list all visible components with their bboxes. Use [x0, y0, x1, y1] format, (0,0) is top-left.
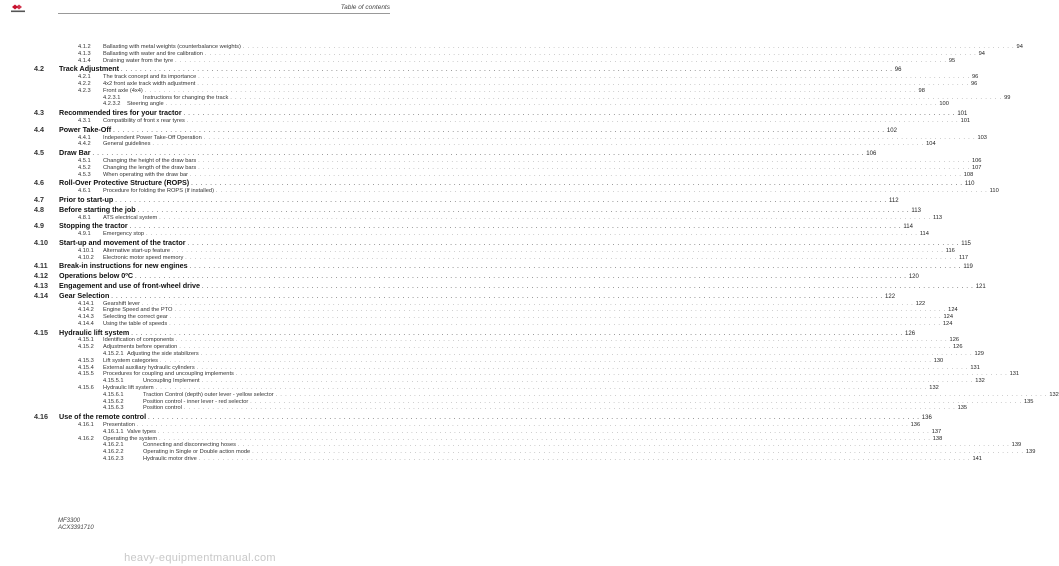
- toc-entry-page: 106: [971, 157, 982, 164]
- toc-leader-dots: [146, 231, 918, 238]
- toc-entry-number: 4.1.4: [78, 57, 91, 64]
- toc-entry-title: Break-in instructions for new engines: [59, 261, 188, 271]
- toc-subsection-entry[interactable]: [58, 231, 929, 238]
- toc-leader-dots: [197, 365, 969, 372]
- toc-entry-number: 4.6.1: [78, 188, 91, 195]
- toc-entry-title: Ballasting with water and tire calibration: [103, 50, 203, 57]
- toc-leader-dots: [158, 429, 930, 436]
- toc-entry-number: 4.14.2: [78, 307, 94, 314]
- toc-subsection-entry[interactable]: [58, 94, 1011, 102]
- toc-entry-title: 4x2 front axle track width adjustment: [103, 80, 196, 87]
- toc-leader-dots: [205, 51, 977, 58]
- toc-entry-title: Operating in Single or Double action mode: [143, 449, 251, 456]
- toc-entry-number: 4.4: [34, 124, 44, 134]
- toc-entry-number: 4.3.1: [78, 117, 91, 124]
- toc-leader-dots: [179, 344, 951, 351]
- toc-subsection-entry[interactable]: [58, 188, 999, 195]
- toc-entry-page: 95: [948, 57, 956, 64]
- toc-entry-page: 122: [885, 293, 896, 300]
- toc-subsection-entry[interactable]: [58, 337, 960, 344]
- toc-entry-page: 113: [932, 214, 943, 221]
- toc-leader-dots: [197, 81, 969, 88]
- toc-subsection-entry[interactable]: [58, 171, 974, 179]
- toc-entry-page: 129: [974, 351, 984, 358]
- toc-leader-dots: [187, 118, 959, 125]
- toc-entry-title: Recommended tires for your tractor: [59, 108, 182, 118]
- toc-entry-title: The track concept and its importance: [103, 74, 197, 81]
- toc-entry-number: 4.2.2: [78, 80, 91, 87]
- toc-leader-dots: [170, 314, 942, 321]
- toc-entry-title: Valve types: [127, 428, 156, 435]
- toc-entry-number: 4.15.6.1: [103, 391, 124, 398]
- toc-leader-dots: [160, 358, 932, 365]
- toc-section-entry[interactable]: [34, 148, 877, 158]
- toc-subsection-entry[interactable]: [58, 101, 949, 108]
- toc-entry-number: 4.5: [34, 148, 44, 158]
- toc-entry-page: 136: [921, 415, 932, 422]
- toc-entry-page: 135: [957, 405, 968, 412]
- footer-code: ACX3391710: [58, 525, 94, 531]
- toc-entry-page: 101: [957, 111, 968, 118]
- toc-entry-title: Stopping the tractor: [59, 221, 128, 231]
- toc-entry-page: 132: [975, 378, 985, 385]
- toc-entry-number: 4.9.1: [78, 231, 91, 238]
- toc-entry-title: Gearshift lever: [103, 300, 140, 307]
- toc-entry-number: 4.15.2.1: [103, 351, 124, 358]
- toc-entry-number: 4.16.1: [78, 422, 94, 429]
- toc-entry-page: 98: [918, 87, 925, 94]
- toc-subsection-entry[interactable]: [58, 214, 943, 222]
- toc-entry-title: Traction Control (depth) outer lever - yellow selector: [143, 391, 274, 398]
- toc-leader-dots: [250, 399, 1022, 406]
- toc-entry-number: 4.14.3: [78, 314, 94, 321]
- toc-entry-page: 119: [963, 264, 973, 271]
- toc-entry-title: Before starting the job: [59, 204, 136, 214]
- toc-entry-number: 4.1.3: [78, 50, 91, 57]
- toc-entry-page: 121: [975, 283, 986, 290]
- toc-leader-dots: [175, 58, 947, 65]
- toc-entry-page: 138: [932, 435, 943, 442]
- toc-entry-number: 4.5.1: [78, 157, 91, 164]
- toc-entry-title: Engagement and use of front-wheel drive: [59, 280, 200, 290]
- toc-subsection-entry[interactable]: [58, 398, 1034, 406]
- toc-leader-dots: [159, 215, 931, 222]
- toc-subsection-entry[interactable]: [58, 428, 942, 436]
- toc-entry-page: 94: [978, 50, 985, 57]
- toc-leader-dots: [137, 422, 909, 429]
- toc-entry-number: 4.14.1: [78, 300, 94, 307]
- toc-leader-dots: [145, 88, 917, 95]
- toc-section-entry[interactable]: [34, 261, 973, 271]
- toc-entry-page: 108: [963, 171, 974, 178]
- toc-section-entry[interactable]: [34, 271, 919, 281]
- toc-subsection-entry[interactable]: [58, 371, 1020, 378]
- toc-entry-page: 96: [971, 74, 979, 81]
- toc-subsection-entry[interactable]: [58, 164, 982, 172]
- toc-entry-page: 116: [945, 247, 955, 254]
- table-of-contents: [34, 44, 1059, 463]
- toc-entry-number: 4.2.3.1: [103, 94, 121, 101]
- toc-entry-title: When operating with the draw bar: [103, 171, 189, 178]
- toc-section-entry[interactable]: [34, 178, 975, 188]
- toc-subsection-entry[interactable]: [58, 307, 958, 314]
- toc-section-entry[interactable]: [34, 237, 971, 248]
- toc-entry-title: Steering angle: [127, 101, 164, 108]
- toc-entry-page: 115: [961, 240, 971, 247]
- toc-entry-number: 4.2.3: [78, 87, 91, 94]
- toc-entry-page: 110: [964, 181, 975, 188]
- toc-entry-title: Operating the system: [103, 435, 158, 442]
- toc-section-entry[interactable]: [34, 327, 916, 338]
- brand-logo-icon: [10, 4, 40, 13]
- toc-entry-page: 132: [929, 385, 939, 392]
- toc-entry-title: Instructions for changing the track: [143, 94, 229, 101]
- watermark: heavy-equipmentmanual.com: [124, 552, 276, 564]
- toc-entry-number: 4.7: [34, 194, 44, 204]
- toc-subsection-entry[interactable]: [58, 385, 939, 392]
- toc-leader-dots: [199, 456, 971, 463]
- toc-entry-page: 126: [953, 344, 963, 351]
- toc-subsection-entry[interactable]: [58, 344, 963, 351]
- toc-subsection-entry[interactable]: [58, 405, 968, 412]
- toc-entry-title: Start-up and movement of the tractor: [59, 237, 186, 247]
- toc-entry-page: 136: [910, 422, 921, 429]
- toc-entry-title: Electronic motor speed memory: [103, 254, 184, 261]
- toc-entry-number: 4.15.1: [78, 337, 94, 344]
- toc-entry-number: 4.2.3.2: [103, 101, 121, 108]
- toc-entry-page: 117: [959, 254, 969, 261]
- toc-subsection-entry[interactable]: [58, 157, 982, 165]
- toc-section-entry[interactable]: [34, 204, 921, 215]
- toc-entry-page: 137: [931, 428, 942, 435]
- toc-subsection-entry[interactable]: [58, 357, 944, 365]
- toc-entry-title: Engine Speed and the PTO: [103, 307, 173, 314]
- toc-section-entry[interactable]: [34, 64, 902, 74]
- toc-entry-title: Operations below 0ºC: [59, 271, 134, 281]
- toc-entry-page: 96: [894, 67, 902, 74]
- toc-entry-page: 113: [911, 207, 921, 214]
- toc-entry-page: 114: [919, 231, 929, 238]
- toc-subsection-entry[interactable]: [58, 254, 969, 262]
- toc-entry-title: Emergency stop: [103, 231, 145, 238]
- toc-entry-title: External auxiliary hydraulic cylinders: [103, 364, 195, 371]
- toc-entry-title: Adjusting the side stabilizers: [127, 351, 199, 358]
- toc-entry-page: 124: [943, 314, 954, 321]
- toc-entry-title: Alternative start-up feature: [103, 247, 171, 254]
- toc-entry-title: Track Adjustment: [59, 64, 120, 74]
- toc-entry-number: 4.16: [34, 412, 48, 422]
- toc-entry-number: 4.8.1: [78, 214, 91, 221]
- toc-entry-title: Prior to start-up: [59, 194, 114, 204]
- toc-entry-number: 4.16.2.2: [103, 449, 124, 456]
- toc-entry-page: 131: [970, 364, 980, 371]
- toc-leader-dots: [216, 188, 988, 195]
- toc-subsection-entry[interactable]: [58, 351, 984, 358]
- toc-leader-dots: [152, 141, 924, 148]
- toc-section-entry[interactable]: [34, 280, 986, 291]
- toc-entry-number: 4.16.1.1: [103, 428, 124, 435]
- toc-entry-number: 4.15.6: [78, 385, 94, 392]
- toc-entry-page: 100: [939, 101, 949, 108]
- toc-subsection-entry[interactable]: [58, 80, 978, 88]
- toc-subsection-entry[interactable]: [58, 44, 1023, 51]
- toc-leader-dots: [166, 101, 938, 108]
- toc-entry-title: Changing the height of the draw bars: [103, 157, 197, 164]
- toc-entry-page: 141: [972, 456, 982, 463]
- toc-subsection-entry[interactable]: [58, 134, 987, 142]
- toc-section-entry[interactable]: [34, 221, 913, 231]
- toc-entry-page: 139: [1011, 442, 1022, 449]
- footer-model: MF3300: [58, 518, 81, 524]
- toc-entry-number: 4.5.3: [78, 171, 91, 178]
- toc-subsection-entry[interactable]: [58, 435, 943, 443]
- toc-subsection-entry[interactable]: [58, 141, 936, 148]
- toc-entry-number: 4.15.4: [78, 364, 94, 371]
- toc-entry-number: 4.14.4: [78, 320, 94, 327]
- toc-entry-title: Power Take-Off: [59, 124, 112, 134]
- toc-subsection-entry[interactable]: [58, 247, 955, 255]
- toc-entry-title: Changing the length of the draw bars: [103, 164, 197, 171]
- toc-leader-dots: [236, 371, 1008, 378]
- toc-entry-number: 4.10: [34, 237, 48, 247]
- toc-entry-title: Position control - inner lever - red selector: [143, 398, 249, 405]
- toc-entry-page: 139: [1025, 449, 1036, 456]
- toc-entry-number: 4.15.6.2: [103, 398, 124, 405]
- toc-entry-title: Procedures for coupling and uncoupling implements: [103, 371, 234, 378]
- toc-entry-number: 4.12: [34, 271, 48, 281]
- toc-subsection-entry[interactable]: [58, 74, 979, 81]
- toc-entry-number: 4.13: [34, 280, 48, 290]
- toc-entry-title: Identification of components: [103, 337, 174, 344]
- toc-leader-dots: [198, 165, 970, 172]
- toc-entry-page: 99: [1004, 94, 1011, 101]
- toc-entry-page: 110: [989, 188, 999, 195]
- toc-entry-title: Draw Bar: [59, 148, 91, 158]
- toc-entry-page: 124: [948, 307, 958, 314]
- toc-entry-page: 112: [889, 197, 899, 204]
- toc-entry-number: 4.16.2.1: [103, 442, 124, 449]
- toc-entry-title: ATS electrical system: [103, 214, 158, 221]
- toc-section-entry[interactable]: [34, 124, 897, 135]
- toc-entry-page: 96: [971, 80, 978, 87]
- toc-subsection-entry[interactable]: [58, 57, 956, 65]
- toc-entry-number: 4.4.2: [78, 141, 91, 148]
- toc-leader-dots: [238, 442, 1010, 449]
- toc-entry-title: Use of the remote control: [59, 412, 147, 422]
- toc-subsection-entry[interactable]: [58, 314, 954, 321]
- toc-leader-dots: [142, 301, 914, 308]
- header-divider: [58, 13, 390, 14]
- toc-leader-dots: [172, 248, 944, 255]
- toc-entry-number: 4.2.1: [78, 74, 91, 81]
- toc-entry-title: Presentation: [103, 422, 135, 429]
- toc-entry-number: 4.10.2: [78, 254, 94, 261]
- toc-entry-title: Hydraulic motor drive: [143, 456, 197, 463]
- toc-leader-dots: [252, 449, 1024, 456]
- toc-entry-title: Draining water from the tyre: [103, 57, 174, 64]
- toc-entry-page: 102: [886, 127, 897, 134]
- toc-entry-title: Uncoupling Implement: [143, 378, 200, 385]
- toc-entry-title: Connecting and disconnecting hoses: [143, 442, 236, 449]
- toc-entry-page: 107: [971, 164, 982, 171]
- toc-leader-dots: [276, 392, 1048, 399]
- toc-entry-title: Roll-Over Protective Structure (ROPS): [59, 178, 190, 188]
- toc-entry-title: Procedure for folding the ROPS (If installed): [103, 188, 214, 195]
- toc-entry-page: 101: [960, 117, 971, 124]
- toc-entry-number: 4.5.2: [78, 164, 91, 171]
- toc-entry-title: Compatibility of front x rear tyres: [103, 117, 185, 124]
- toc-subsection-entry[interactable]: [58, 320, 953, 328]
- page-header-title: Table of contents: [340, 4, 390, 11]
- toc-entry-number: 4.15.2: [78, 344, 94, 351]
- toc-entry-number: 4.16.2.3: [103, 456, 124, 463]
- toc-leader-dots: [176, 337, 948, 344]
- toc-subsection-entry[interactable]: [58, 300, 926, 308]
- toc-leader-dots: [190, 172, 962, 179]
- toc-entry-number: 4.15: [34, 327, 48, 337]
- toc-entry-title: Position control: [143, 405, 182, 412]
- toc-subsection-entry[interactable]: [58, 364, 980, 372]
- toc-leader-dots: [185, 255, 957, 262]
- toc-entry-title: Using the table of speeds: [103, 320, 168, 327]
- toc-leader-dots: [159, 436, 931, 443]
- toc-entry-title: Gear Selection: [59, 290, 110, 300]
- toc-entry-title: Hydraulic lift system: [59, 327, 130, 337]
- toc-leader-dots: [169, 321, 941, 328]
- toc-leader-dots: [198, 158, 970, 165]
- toc-subsection-entry[interactable]: [58, 442, 1022, 449]
- toc-subsection-entry[interactable]: [58, 50, 985, 58]
- toc-entry-page: 126: [905, 330, 916, 337]
- toc-leader-dots: [230, 95, 1002, 102]
- toc-section-entry[interactable]: [34, 108, 968, 118]
- toc-subsection-entry[interactable]: [58, 456, 982, 463]
- toc-entry-number: 4.10.1: [78, 247, 94, 254]
- toc-entry-title: General guidelines: [103, 141, 151, 148]
- toc-entry-title: Ballasting with metal weights (counterbalance weights): [103, 44, 241, 50]
- toc-entry-page: 132: [1049, 391, 1059, 398]
- toc-entry-number: 4.4.1: [78, 134, 91, 141]
- toc-entry-number: 4.6: [34, 178, 44, 188]
- toc-entry-number: 4.15.6.3: [103, 405, 124, 412]
- toc-leader-dots: [156, 385, 928, 392]
- toc-entry-number: 4.16.2: [78, 435, 94, 442]
- toc-entry-page: 126: [949, 337, 960, 344]
- toc-subsection-entry[interactable]: [58, 449, 1036, 456]
- toc-leader-dots: [202, 378, 974, 385]
- toc-entry-page: 130: [933, 357, 944, 364]
- toc-entry-number: 4.3: [34, 108, 44, 118]
- toc-entry-title: Independent Power Take-Off Operation: [103, 134, 202, 141]
- toc-subsection-entry[interactable]: [58, 422, 921, 429]
- toc-entry-page: 106: [866, 151, 877, 158]
- toc-entry-title: Front axle (4x4): [103, 87, 143, 94]
- toc-subsection-entry[interactable]: [58, 378, 985, 385]
- toc-entry-page: 120: [908, 274, 919, 281]
- toc-entry-title: Adjustments before operation: [103, 344, 178, 351]
- toc-entry-number: 4.15.3: [78, 357, 94, 364]
- toc-entry-page: 122: [915, 300, 926, 307]
- toc-entry-title: Lift system categories: [103, 357, 159, 364]
- toc-section-entry[interactable]: [34, 194, 899, 205]
- toc-subsection-entry[interactable]: [58, 117, 971, 125]
- toc-section-entry[interactable]: [34, 412, 932, 422]
- toc-entry-number: 4.8: [34, 204, 44, 214]
- page-footer: [58, 518, 94, 532]
- toc-entry-number: 4.15.5: [78, 371, 94, 378]
- toc-entry-page: 114: [903, 224, 913, 231]
- toc-entry-page: 135: [1023, 398, 1034, 405]
- toc-entry-number: 4.15.5.1: [103, 378, 124, 385]
- toc-leader-dots: [204, 135, 976, 142]
- toc-subsection-entry[interactable]: [58, 391, 1059, 399]
- toc-entry-number: 4.9: [34, 221, 44, 231]
- toc-entry-title: Selecting the correct gear: [103, 314, 168, 321]
- toc-entry-page: 94: [1016, 44, 1023, 50]
- toc-entry-number: 4.14: [34, 290, 48, 300]
- toc-entry-page: 131: [1009, 371, 1020, 378]
- toc-entry-page: 104: [926, 141, 936, 148]
- toc-entry-page: 103: [977, 134, 987, 141]
- toc-entry-number: 4.1.2: [78, 44, 91, 50]
- toc-leader-dots: [201, 351, 973, 358]
- toc-entry-title: Hydraulic lift system: [103, 385, 154, 392]
- toc-leader-dots: [174, 307, 946, 314]
- toc-leader-dots: [198, 74, 970, 81]
- toc-entry-page: 124: [942, 320, 953, 327]
- toc-entry-number: 4.11: [34, 261, 48, 271]
- toc-entry-number: 4.2: [34, 64, 44, 74]
- toc-leader-dots: [184, 405, 956, 412]
- toc-subsection-entry[interactable]: [58, 87, 925, 95]
- toc-section-entry[interactable]: [34, 290, 896, 301]
- toc-leader-dots: [243, 44, 1015, 51]
